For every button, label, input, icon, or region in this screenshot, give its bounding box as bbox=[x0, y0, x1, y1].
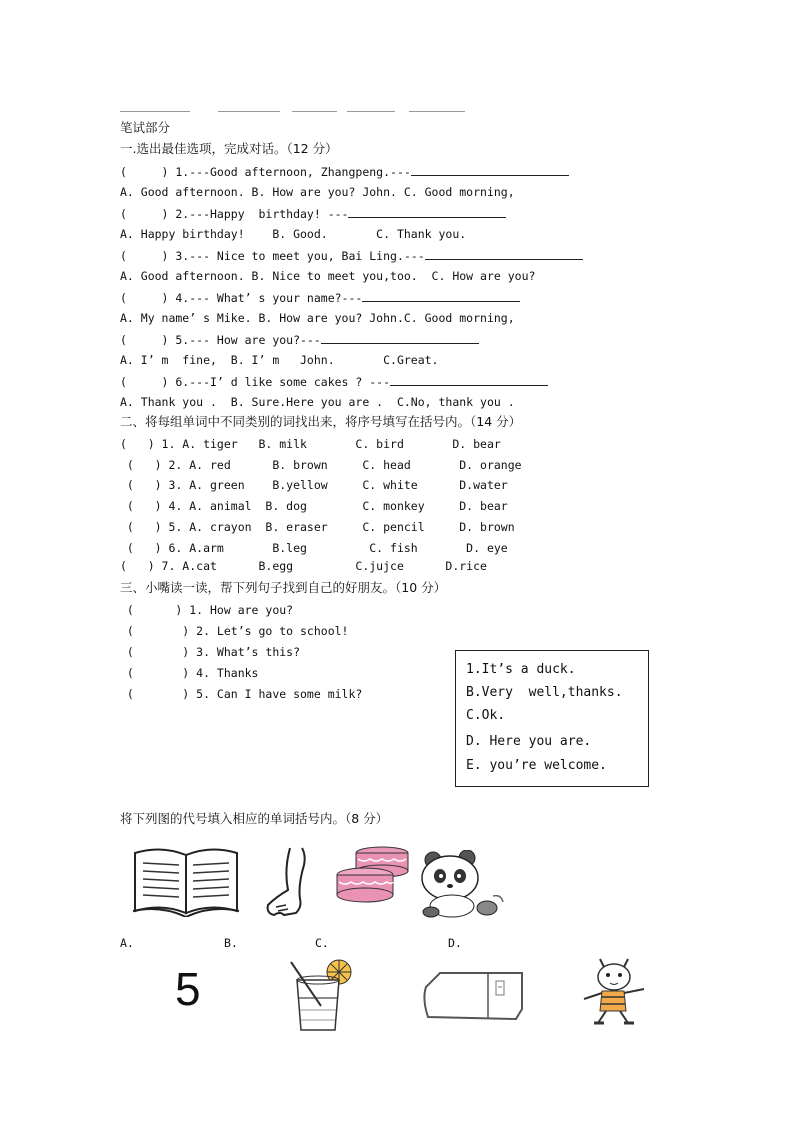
word-group-row: ( ) 7. A.cat B.egg C.jujce D.rice bbox=[120, 559, 487, 573]
match-row: ( ) 4. Thanks bbox=[120, 666, 259, 680]
panda-icon bbox=[417, 850, 507, 920]
options-row: A. Thank you . B. Sure.Here you are . C.No, thank you . bbox=[120, 395, 515, 409]
cake-icon bbox=[330, 845, 412, 905]
header-line bbox=[218, 111, 280, 112]
answer-blank[interactable] bbox=[390, 374, 548, 386]
header-line bbox=[347, 111, 395, 112]
question-row: ( ) 5.--- How are you?--- bbox=[120, 332, 479, 347]
answer-option: E. you’re welcome. bbox=[466, 758, 607, 773]
part3-heading: 三、小嘴读一读，帮下列句子找到自己的好朋友。（10 分） bbox=[120, 580, 447, 595]
options-row: A. Happy birthday! B. Good. C. Thank you. bbox=[120, 227, 467, 241]
answer-option: B.Very well,thanks. bbox=[466, 685, 623, 700]
word-group-row: ( ) 3. A. green B.yellow C. white D.water bbox=[120, 478, 508, 492]
arm-icon bbox=[262, 845, 332, 920]
part1-heading: 一.选出最佳选项，完成对话。（12 分） bbox=[120, 141, 338, 156]
match-row: ( ) 2. Let’s go to school! bbox=[120, 624, 349, 638]
word-group-row: ( ) 4. A. animal B. dog C. monkey D. bear bbox=[120, 499, 508, 513]
question-row: ( ) 6.---I’ d like some cakes ? --- bbox=[120, 374, 548, 389]
picture-label: A. bbox=[120, 936, 134, 950]
juice-icon bbox=[285, 958, 355, 1034]
section-title: 笔试部分 bbox=[120, 120, 171, 135]
word-group-row: ( ) 5. A. crayon B. eraser C. pencil D. brown bbox=[120, 520, 515, 534]
header-line bbox=[409, 111, 465, 112]
question-row: ( ) 4.--- What’ s your name?--- bbox=[120, 290, 520, 305]
answer-blank[interactable] bbox=[362, 290, 520, 302]
options-row: A. Good afternoon. B. Nice to meet you,too. C. How are you? bbox=[120, 269, 536, 283]
answer-option: D. Here you are. bbox=[466, 734, 592, 749]
part4-heading: 将下列图的代号填入相应的单词括号内。（8 分） bbox=[120, 811, 389, 826]
header-line bbox=[292, 111, 337, 112]
match-row: ( ) 3. What’s this? bbox=[120, 645, 301, 659]
question-row: ( ) 1.---Good afternoon, Zhangpeng.--- bbox=[120, 164, 569, 179]
match-row: ( ) 1. How are you? bbox=[120, 603, 294, 617]
answer-blank[interactable] bbox=[411, 164, 569, 176]
answer-blank[interactable] bbox=[321, 332, 479, 344]
book-icon bbox=[131, 845, 241, 917]
word-group-row: ( ) 2. A. red B. brown C. head D. orange bbox=[120, 458, 522, 472]
word-group-row: ( ) 1. A. tiger B. milk C. bird D. bear bbox=[120, 437, 501, 451]
options-row: A. Good afternoon. B. How are you? John. C. Good morning, bbox=[120, 185, 515, 199]
picture-label: B. bbox=[224, 936, 238, 950]
eraser-icon bbox=[418, 965, 528, 1027]
question-row: ( ) 3.--- Nice to meet you, Bai Ling.--- bbox=[120, 248, 583, 263]
match-row: ( ) 5. Can I have some milk? bbox=[120, 687, 363, 701]
answer-box bbox=[455, 650, 649, 787]
header-line bbox=[120, 111, 190, 112]
options-row: A. I’ m fine, B. I’ m John. C.Great. bbox=[120, 353, 439, 367]
picture-label: D. bbox=[448, 936, 462, 950]
answer-option: C.Ok. bbox=[466, 708, 506, 723]
picture-label: C. bbox=[315, 936, 329, 950]
part2-heading: 二、将每组单词中不同类别的词找出来，将序号填写在括号内。（14 分） bbox=[120, 414, 522, 429]
big-number: 5 bbox=[175, 963, 201, 1015]
question-row: ( ) 2.---Happy birthday! --- bbox=[120, 206, 506, 221]
cat-icon bbox=[576, 955, 656, 1027]
answer-option: 1.It’s a duck. bbox=[466, 662, 576, 677]
answer-blank[interactable] bbox=[348, 206, 506, 218]
word-group-row: ( ) 6. A.arm B.leg C. fish D. eye bbox=[120, 541, 508, 555]
answer-blank[interactable] bbox=[425, 248, 583, 260]
options-row: A. My name’ s Mike. B. How are you? John.C. Good morning, bbox=[120, 311, 515, 325]
